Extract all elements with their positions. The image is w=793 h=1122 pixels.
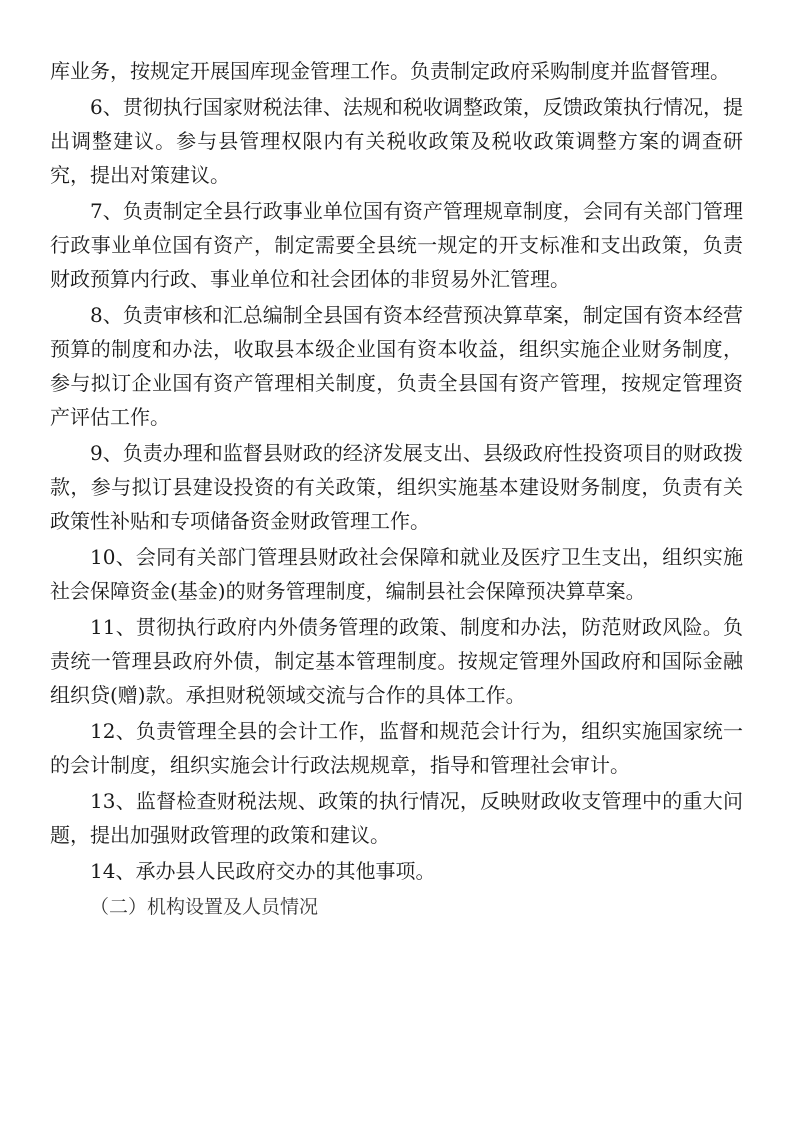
paragraph-6: 6、贯彻执行国家财税法律、法规和税收调整政策，反馈政策执行情况，提出调整建议。参与县管理权限内有关税收政策及税收政策调整方案的调查研究，提出对策建议。 <box>50 95 743 187</box>
paragraph-13: 13、监督检查财税法规、政策的执行情况，反映财政收支管理中的重大问题，提出加强财政管理的政策和建议。 <box>50 789 743 847</box>
paragraph-14: 14、承办县人民政府交办的其他事项。 <box>90 859 436 883</box>
paragraph-8: 8、负责审核和汇总编制全县国有资本经营预决算草案，制定国有资本经营预算的制度和办法，收取县本级企业国有资本收益，组织实施企业财务制度，参与拟订企业国有资产管理相关制度，负责全县国有资产管理，按规定管理资产评估工作。 <box>50 303 743 429</box>
paragraph-7: 7、负责制定全县行政事业单位国有资产管理规章制度，会同有关部门管理行政事业单位国有资产，制定需要全县统一规定的开支标准和支出政策，负责财政预算内行政、事业单位和社会团体的非贸易外汇管理。 <box>50 199 743 291</box>
paragraph-11: 11、贯彻执行政府内外债务管理的政策、制度和办法，防范财政风险。负责统一管理县政府外债，制定基本管理制度。按规定管理外国政府和国际金融组织贷(赠)款。承担财税领域交流与合作的具体工作。 <box>50 615 743 707</box>
section-heading-organization: （二）机构设置及人员情况 <box>90 896 319 918</box>
document-page <box>50 54 743 926</box>
paragraph-9: 9、负责办理和监督县财政的经济发展支出、县级政府性投资项目的财政拨款，参与拟订县建设投资的有关政策，组织实施基本建设财务制度，负责有关政策性补贴和专项储备资金财政管理工作。 <box>50 441 743 533</box>
paragraph-10: 10、会同有关部门管理县财政社会保障和就业及医疗卫生支出，组织实施社会保障资金(基金)的财务管理制度，编制县社会保障预决算草案。 <box>50 545 743 603</box>
paragraph-5-continuation: 库业务，按规定开展国库现金管理工作。负责制定政府采购制度并监督管理。 <box>50 59 730 83</box>
paragraph-12: 12、负责管理全县的会计工作，监督和规范会计行为，组织实施国家统一的会计制度，组织实施会计行政法规规章，指导和管理社会审计。 <box>50 719 743 777</box>
